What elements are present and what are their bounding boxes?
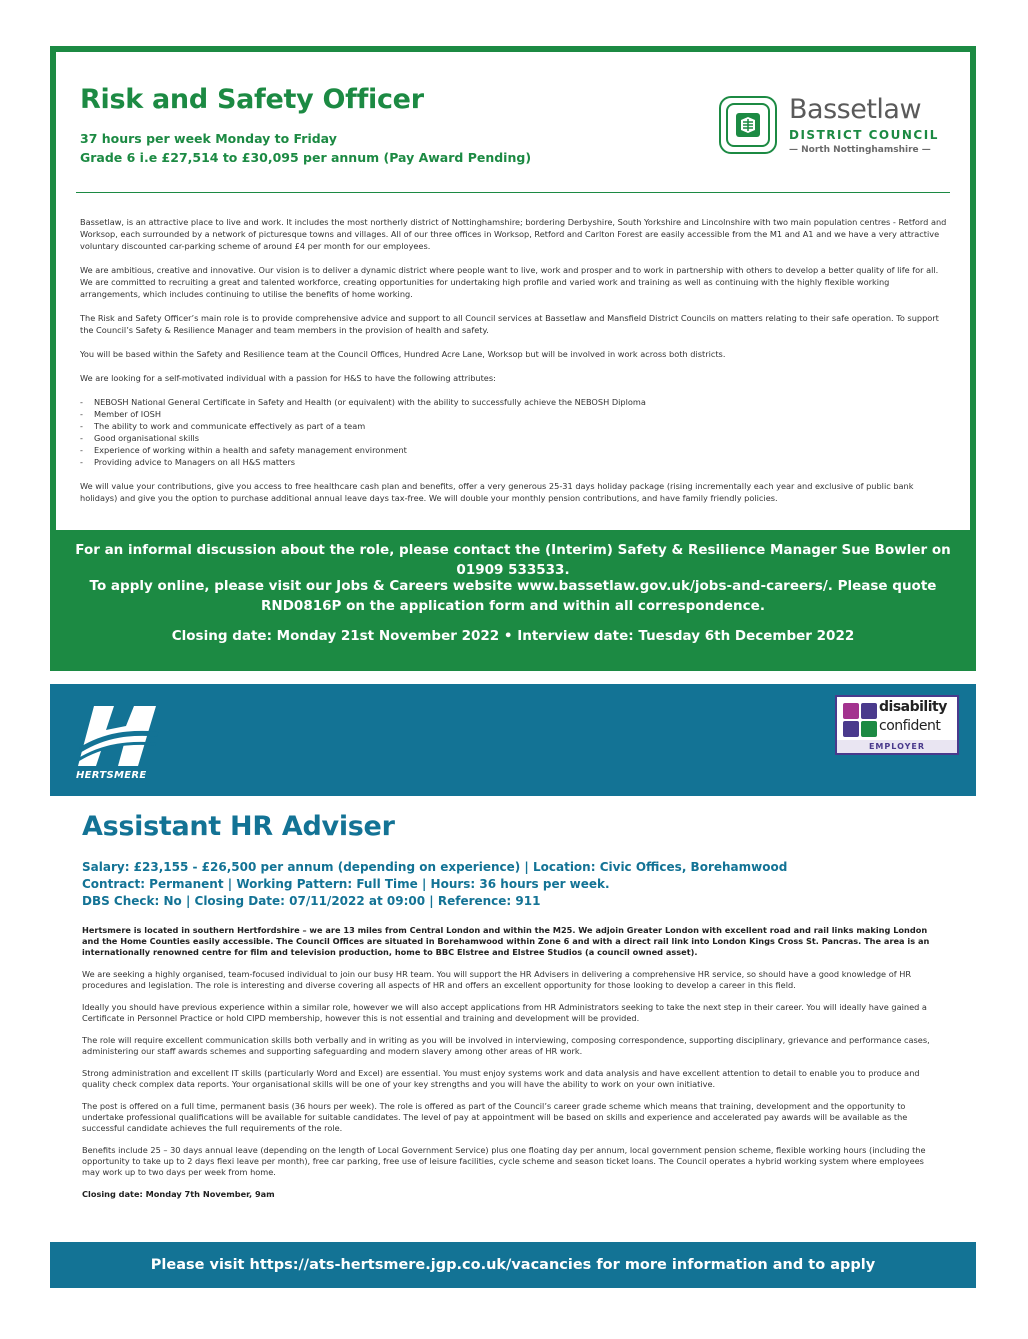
hertsmere-h-logo-icon [76, 704, 160, 768]
job-description [82, 925, 942, 1211]
list-item: - Good organisational skills [80, 432, 950, 444]
paragraph: We are ambitious, creative and innovative. Our vision is to deliver a dynamic district where people want to live, work and prosper and to work in partnership with others to develop a better quality of life for all. We are committed to recruiting a great and talented workforce, creating opportunities for undertaking high profile and varied work and training as well as continuing with the highly flexible working arrangements, which includes continuing to utilise the benefits of home working. [80, 265, 939, 299]
contact-info: For an informal discussion about the role, please contact the (Interim) Safety & Resilience Manager Sue Bowler on 01909 533533. [75, 542, 951, 578]
divider [76, 192, 950, 193]
list-item: - The ability to work and communicate effectively as part of a team [80, 420, 950, 432]
apply-info: To apply online, please visit our Jobs & Careers website www.bassetlaw.gov.uk/jobs-and-careers/. Please quote RND0816P on the application form and within all correspondence. [89, 578, 937, 614]
paragraph: Benefits include 25 – 30 days annual leave (depending on the length of Local Government Service) plus one floating day per annum, local government pension scheme, flexible working hours (including the opportunity to take up to 2 days flexi leave per month), free car parking, free use of leisure facilities, cycle scheme and season ticket loans. The Council operates a hybrid working system where employees may work up to two days per week from home. [82, 1145, 926, 1177]
job-details-salary: Salary: £23,155 - £26,500 per annum (depending on experience) | Location: Civic Offices, Borehamwood [82, 860, 788, 874]
logo-region: — North Nottinghamshire — [789, 145, 931, 155]
paragraph: The role will require excellent communication skills both verbally and in writing as you will be involved in interviewing, composing correspondence, supporting disciplinary, grievance and performance cases, administering our staff awards schemes and supporting safeguarding and modern slavery among other areas of HR work. [82, 1035, 930, 1056]
job-grade: Grade 6 i.e £27,514 to £30,095 per annum (Pay Award Pending) [80, 150, 532, 165]
paragraph: Strong administration and excellent IT skills (particularly Word and Excel) are essential. You must enjoy systems work and data analysis and have excellent attention to detail to enable you to produce and quality check complex data reports. Your organisational skills will be one of your key strengths and you will have the ability to work on your own initiative. [82, 1068, 920, 1089]
paragraph: We will value your contributions, give you access to free healthcare cash plan and benefits, offer a very generous 25-31 days holiday package (rising incrementally each year and exclusive of public bank holidays) and give you the option to purchase additional annual leave days tax-free. We will double your monthly pension contributions, and have family friendly policies. [80, 481, 914, 503]
list-item: - Member of IOSH [80, 408, 950, 420]
badge-word-confident: confident [879, 718, 941, 734]
paragraph: Ideally you should have previous experience within a similar role, however we will also accept applications from HR Administrators seeking to take the next step in their career. You will ideally have gained a Certificate in Personnel Practice or hold CIPD membership, however this is not essential and training and development will be provided. [82, 1002, 927, 1023]
paragraph: The post is offered on a full time, permanent basis (36 hours per week). The role is offered as part of the Council’s career grade scheme which means that training, development and the opportunity to undertake professional qualifications will be available for suitable candidates. The level of pay at appointment will be based on skills and experience and accelerated pay awards will be available as the successful candidate achieves the full requirements of the role. [82, 1101, 908, 1133]
disability-confident-badge [835, 695, 959, 755]
bassetlaw-emblem-icon [719, 96, 777, 154]
paragraph: The Risk and Safety Officer’s main role is to provide comprehensive advice and support to all Council services at Bassetlaw and Mansfield District Councils on matters relating to their safe operation. To support the Council’s Safety & Resilience Manager and team members in the provision of health and safety. [80, 313, 939, 335]
disability-confident-icon [843, 703, 879, 739]
job-details-reference: DBS Check: No | Closing Date: 07/11/2022 at 09:00 | Reference: 911 [82, 894, 541, 908]
list-item: - Providing advice to Managers on all H&S matters [80, 456, 950, 468]
hertsmere-logo [76, 704, 166, 784]
badge-employer: EMPLOYER [837, 740, 957, 753]
paragraph: We are looking for a self-motivated individual with a passion for H&S to have the following attributes: [80, 373, 496, 383]
bassetlaw-advert [50, 46, 976, 671]
logo-council: DISTRICT COUNCIL [789, 128, 939, 142]
bassetlaw-logo [719, 96, 939, 158]
bassetlaw-advert-panel [56, 52, 970, 530]
list-item: - NEBOSH National General Certificate in Safety and Health (or equivalent) with the ability to successfully achieve the NEBOSH Diploma [80, 396, 950, 408]
logo-name: Bassetlaw [789, 94, 922, 125]
hertsmere-banner [50, 684, 976, 796]
closing-date: Closing date: Monday 7th November, 9am [82, 1189, 275, 1199]
badge-word-disability: disability [879, 699, 947, 715]
hertsmere-logo-text: HERTSMERE [76, 770, 147, 781]
paragraph: We are seeking a highly organised, team-focused individual to join our busy HR team. You will support the HR Advisers in delivering a comprehensive HR service, so should have a good knowledge of HR procedures and legislation. The role is interesting and diverse covering all aspects of HR and offers an excellent opportunity for those looking to develop a career in this field. [82, 969, 912, 990]
key-dates: Closing date: Monday 21st November 2022 • Interview date: Tuesday 6th December 2022 [171, 628, 855, 644]
apply-footer: Please visit https://ats-hertsmere.jgp.co.uk/vacancies for more information and to apply [50, 1242, 976, 1288]
job-description [80, 216, 950, 516]
intro-paragraph: Hertsmere is located in southern Hertfordshire – we are 13 miles from Central London and within the M25. We adjoin Greater London with excellent road and rail links making London and the Home Counties easily accessible. The Council Offices are situated in Borehamwood within Zone 6 and with a direct rail link into London Kings Cross St. Pancras. The area is an internationally renowned centre for film and television production, home to BBC Elstree and Elstree Studios (a council owned asset). [82, 925, 930, 957]
job-title: Risk and Safety Officer [80, 84, 424, 115]
paragraph: Bassetlaw, is an attractive place to live and work. It includes the most northerly district of Nottinghamshire; bordering Derbyshire, South Yorkshire and Lincolnshire with two main population centres - Retford and Worksop, each surrounded by a network of picturesque towns and villages. All of our three offices in Worksop, Retford and Carlton Forest are easily accessible from the M1 and A1 and we have a very attractive voluntary discounted car-parking scheme of around £4 per month for our employees. [80, 217, 947, 251]
job-hours: 37 hours per week Monday to Friday [80, 131, 337, 146]
attributes-list [80, 396, 950, 468]
job-details-contract: Contract: Permanent | Working Pattern: Full Time | Hours: 36 hours per week. [82, 877, 610, 891]
paragraph: You will be based within the Safety and Resilience team at the Council Offices, Hundred Acre Lane, Worksop but will be involved in work across both districts. [80, 349, 726, 359]
list-item: - Experience of working within a health and safety management environment [80, 444, 950, 456]
job-title: Assistant HR Adviser [82, 811, 395, 842]
